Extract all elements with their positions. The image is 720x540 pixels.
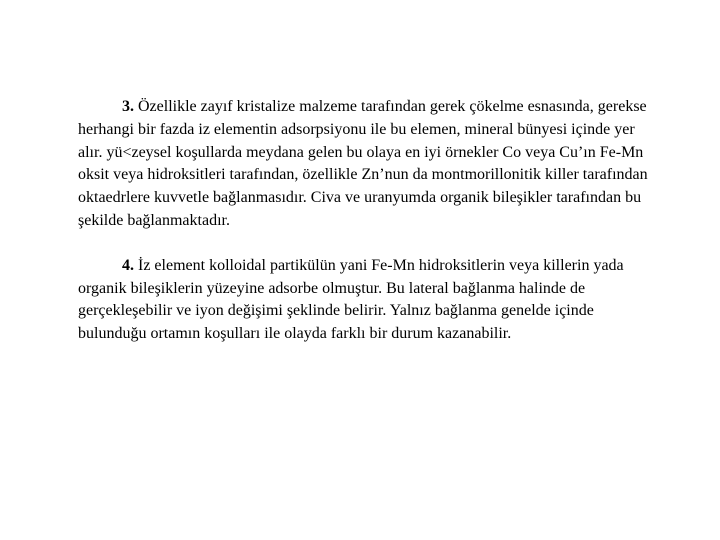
- paragraph-text: İz element kolloidal partikülün yani Fe-Mn hidroksitlerin veya killerin yada organik bileşiklerin yüzeyine adsorbe olmuştur. Bu lateral bağlanma halinde de gerçekleşebilir ve iyon değişimi şeklinde belirir. Yalnız bağlanma genelde içinde bulunduğu ortamın koşulları ile olayda farklı bir durum kazanabilir.: [78, 256, 624, 343]
- paragraph-text: Özellikle zayıf kristalize malzeme tarafından gerek çökelme esnasında, gerekse herhangi bir fazda iz elementin adsorpsiyonu ile bu elemen, mineral bünyesi içinde yer alır. yü<zeysel koşullarda meydana gelen bu olaya en iyi örnekler Co veya Cu’ın Fe-Mn oksit veya hidroksitleri tarafından, özellikle Zn’nun da montmorillonitik killer tarafından oktaedrlere kuvvetle bağlanmasıdır. Civa ve uranyumda organik bileşikler tarafından bu şekilde bağlanmaktadır.: [78, 98, 648, 229]
- text-body: [78, 96, 653, 346]
- paragraph-number: 3.: [122, 98, 134, 115]
- paragraph-number: 4.: [122, 256, 134, 274]
- paragraph-3: [78, 96, 653, 233]
- paragraph-4: [78, 255, 653, 346]
